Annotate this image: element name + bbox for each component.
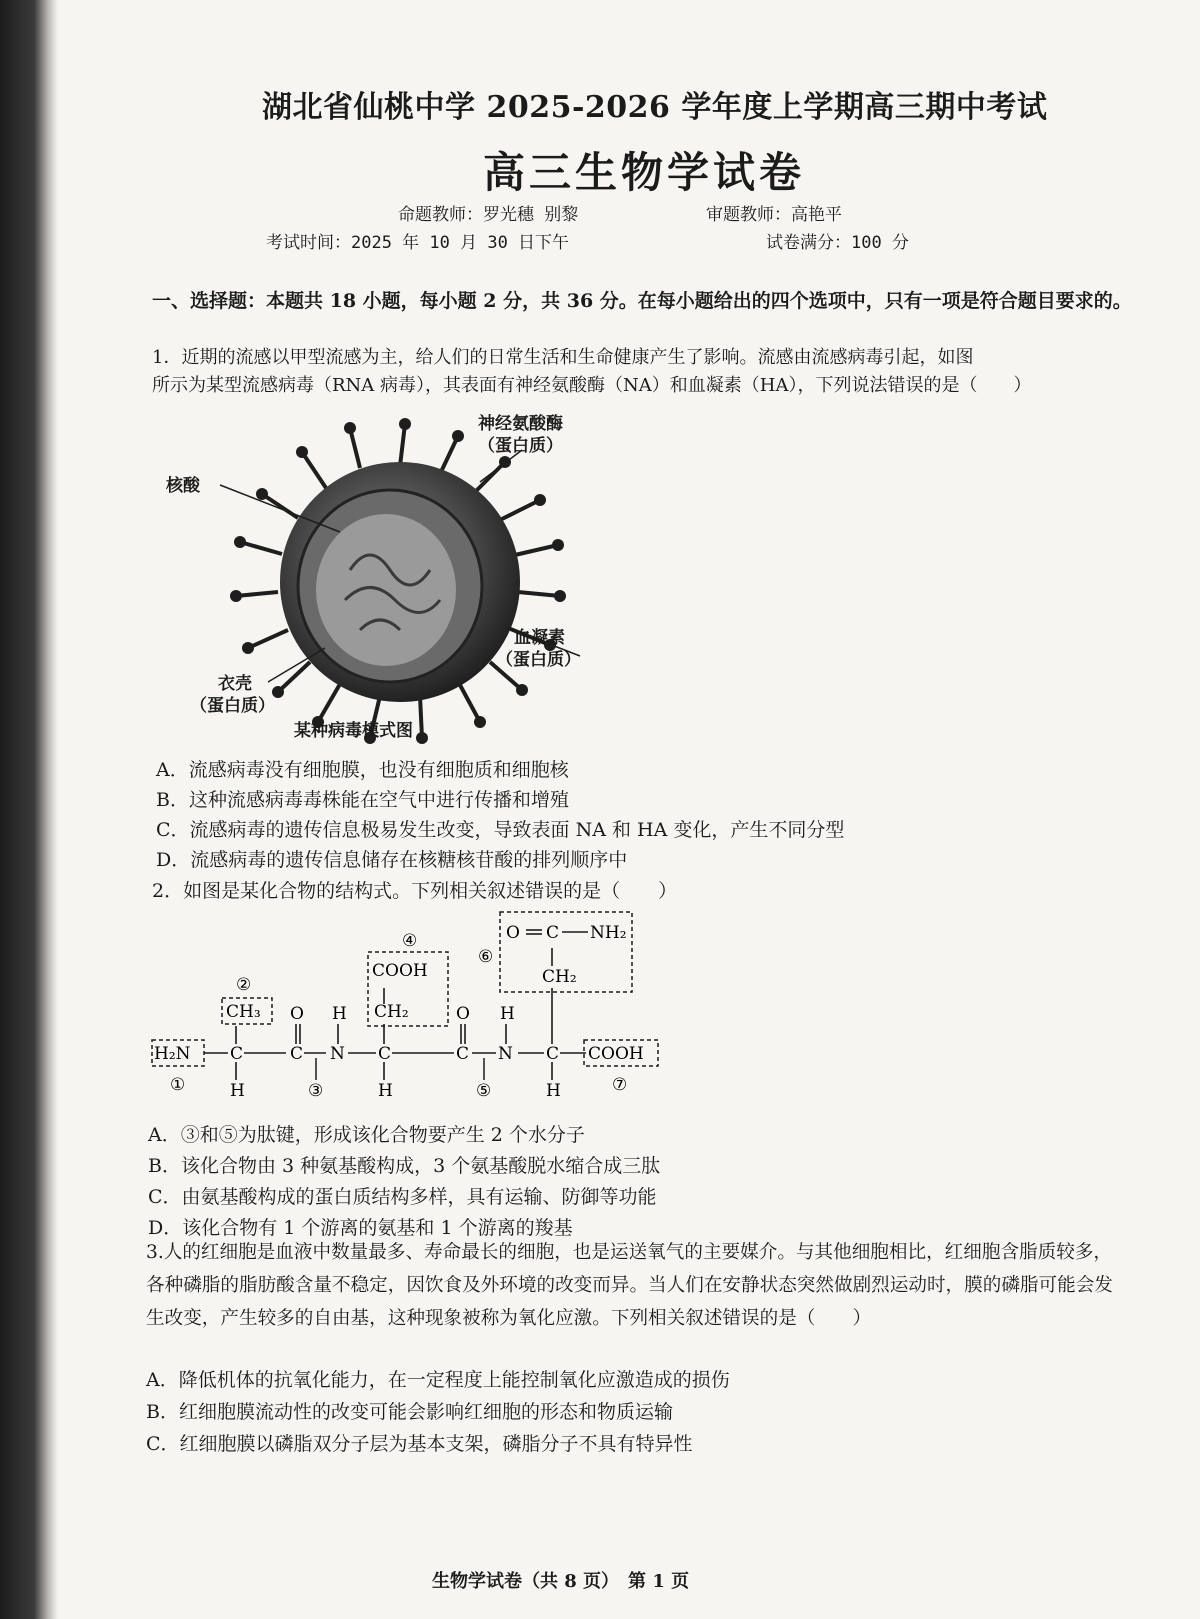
hydrogen-n1: H bbox=[332, 1004, 347, 1024]
peptide-structure bbox=[140, 908, 700, 1108]
label-neuraminidase: 神经氨酸酶 bbox=[478, 414, 563, 434]
q2-stem: 2．如图是某化合物的结构式。下列相关叙述错误的是（ ） bbox=[152, 880, 678, 902]
marker-1: ① bbox=[170, 1075, 186, 1095]
q3-option-c: C．红细胞膜以磷脂双分子层为基本支架，磷脂分子不具有特异性 bbox=[146, 1433, 693, 1455]
methylene-2: CH₂ bbox=[542, 967, 577, 987]
q3-stem: 3.人的红细胞是血液中数量最多、寿命最长的细胞，也是运送氧气的主要媒介。与其他细胞相比，红细胞含脂质较多，各种磷脂的脂肪酸含量不稳定，因饮食及外环境的改变而异。当人们在安静状态突然做剧烈运动时，膜的磷脂可能会发生改变，产生较多的自由基，这种现象被称为氧化应激。下列相关叙述错误的是（ ） bbox=[146, 1242, 1113, 1329]
figure-caption: 某种病毒模式图 bbox=[294, 721, 413, 741]
peptide-structure-diagram bbox=[140, 908, 700, 1108]
carbon-2: C bbox=[290, 1044, 304, 1064]
marker-5: ⑤ bbox=[476, 1081, 492, 1101]
q1-option-c: C．流感病毒的遗传信息极易发生改变，导致表面 NA 和 HA 变化，产生不同分型 bbox=[156, 819, 845, 841]
oxygen-1: O bbox=[290, 1004, 304, 1024]
book-spine-shadow bbox=[0, 0, 58, 1619]
label-neuraminidase-protein: （蛋白质） bbox=[478, 436, 563, 456]
marker-3: ③ bbox=[308, 1081, 324, 1101]
label-capsid: 衣壳 bbox=[218, 674, 252, 694]
exam-subtitle: 高三生物学试卷 bbox=[483, 148, 806, 197]
carbon-5: C bbox=[546, 1044, 560, 1064]
cooh-side: COOH bbox=[372, 961, 428, 981]
oxygen-2: O bbox=[456, 1004, 470, 1024]
marker-7: ⑦ bbox=[612, 1075, 628, 1095]
carbon-4: C bbox=[456, 1044, 470, 1064]
amide-nh2: NH₂ bbox=[590, 923, 627, 943]
full-score: 试卷满分：100 分 bbox=[766, 233, 909, 253]
hydrogen-3: H bbox=[546, 1081, 561, 1101]
q2-option-c: C．由氨基酸构成的蛋白质结构多样，具有运输、防御等功能 bbox=[148, 1186, 657, 1208]
nitrogen-1: N bbox=[330, 1044, 345, 1064]
marker-2: ② bbox=[236, 975, 252, 995]
h2n-label: H₂N bbox=[154, 1044, 191, 1064]
exam-title: 湖北省仙桃中学 2025-2026 学年度上学期高三期中考试 bbox=[262, 90, 1048, 125]
q2-option-a: A．③和⑤为肽键，形成该化合物要产生 2 个水分子 bbox=[148, 1124, 585, 1146]
q3-option-b: B．红细胞膜流动性的改变可能会影响红细胞的形态和物质运输 bbox=[146, 1401, 673, 1423]
methylene-1: CH₂ bbox=[374, 1002, 409, 1022]
methyl-group: CH₃ bbox=[226, 1002, 261, 1022]
marker-4: ④ bbox=[402, 931, 418, 951]
label-hemagglutinin-protein: （蛋白质） bbox=[496, 650, 581, 670]
label-hemagglutinin: 血凝素 bbox=[514, 628, 565, 648]
reviewer-line: 审题教师：高艳平 bbox=[706, 205, 842, 225]
q1-stem-line2: 所示为某型流感病毒（RNA 病毒），其表面有神经氨酸酶（NA）和血凝素（HA），下列说法错误的是（ ） bbox=[152, 375, 1032, 396]
exam-time: 考试时间：2025 年 10 月 30 日下午 bbox=[266, 233, 570, 253]
carbon-6: C bbox=[546, 923, 560, 943]
q1-stem-line1: 1．近期的流感以甲型流感为主，给人们的日常生活和生命健康产生了影响。流感由流感病毒引起，如图 bbox=[152, 347, 974, 368]
cooh-terminal: COOH bbox=[588, 1044, 644, 1064]
page-footer: 生物学试卷（共 8 页） 第 1 页 bbox=[432, 1571, 690, 1592]
hydrogen-n2: H bbox=[500, 1004, 515, 1024]
q2-option-d: D．该化合物有 1 个游离的氨基和 1 个游离的羧基 bbox=[148, 1217, 573, 1239]
q1-option-a: A．流感病毒没有细胞膜，也没有细胞质和细胞核 bbox=[156, 759, 569, 781]
oxygen-3: O bbox=[506, 923, 520, 943]
q2-option-b: B．该化合物由 3 种氨基酸构成，3 个氨基酸脱水缩合成三肽 bbox=[148, 1155, 661, 1177]
virus-core bbox=[316, 514, 456, 666]
authors-line: 命题教师：罗光穗 别黎 bbox=[398, 205, 579, 225]
q3-option-a: A．降低机体的抗氧化能力，在一定程度上能控制氧化应激造成的损伤 bbox=[146, 1369, 730, 1391]
q1-option-b: B．这种流感病毒毒株能在空气中进行传播和增殖 bbox=[156, 789, 569, 811]
label-nucleic-acid: 核酸 bbox=[166, 476, 200, 496]
marker-6: ⑥ bbox=[478, 947, 494, 967]
section-heading: 一、选择题：本题共 18 小题，每小题 2 分，共 36 分。在每小题给出的四个选项中，只有一项是符合题目要求的。 bbox=[152, 290, 1132, 312]
hydrogen-2: H bbox=[378, 1081, 393, 1101]
q1-option-d: D．流感病毒的遗传信息储存在核糖核苷酸的排列顺序中 bbox=[156, 849, 628, 871]
nitrogen-2: N bbox=[498, 1044, 513, 1064]
hydrogen-1: H bbox=[230, 1081, 245, 1101]
carbon-1: C bbox=[230, 1044, 244, 1064]
label-capsid-protein: （蛋白质） bbox=[190, 696, 275, 716]
carbon-3: C bbox=[378, 1044, 392, 1064]
